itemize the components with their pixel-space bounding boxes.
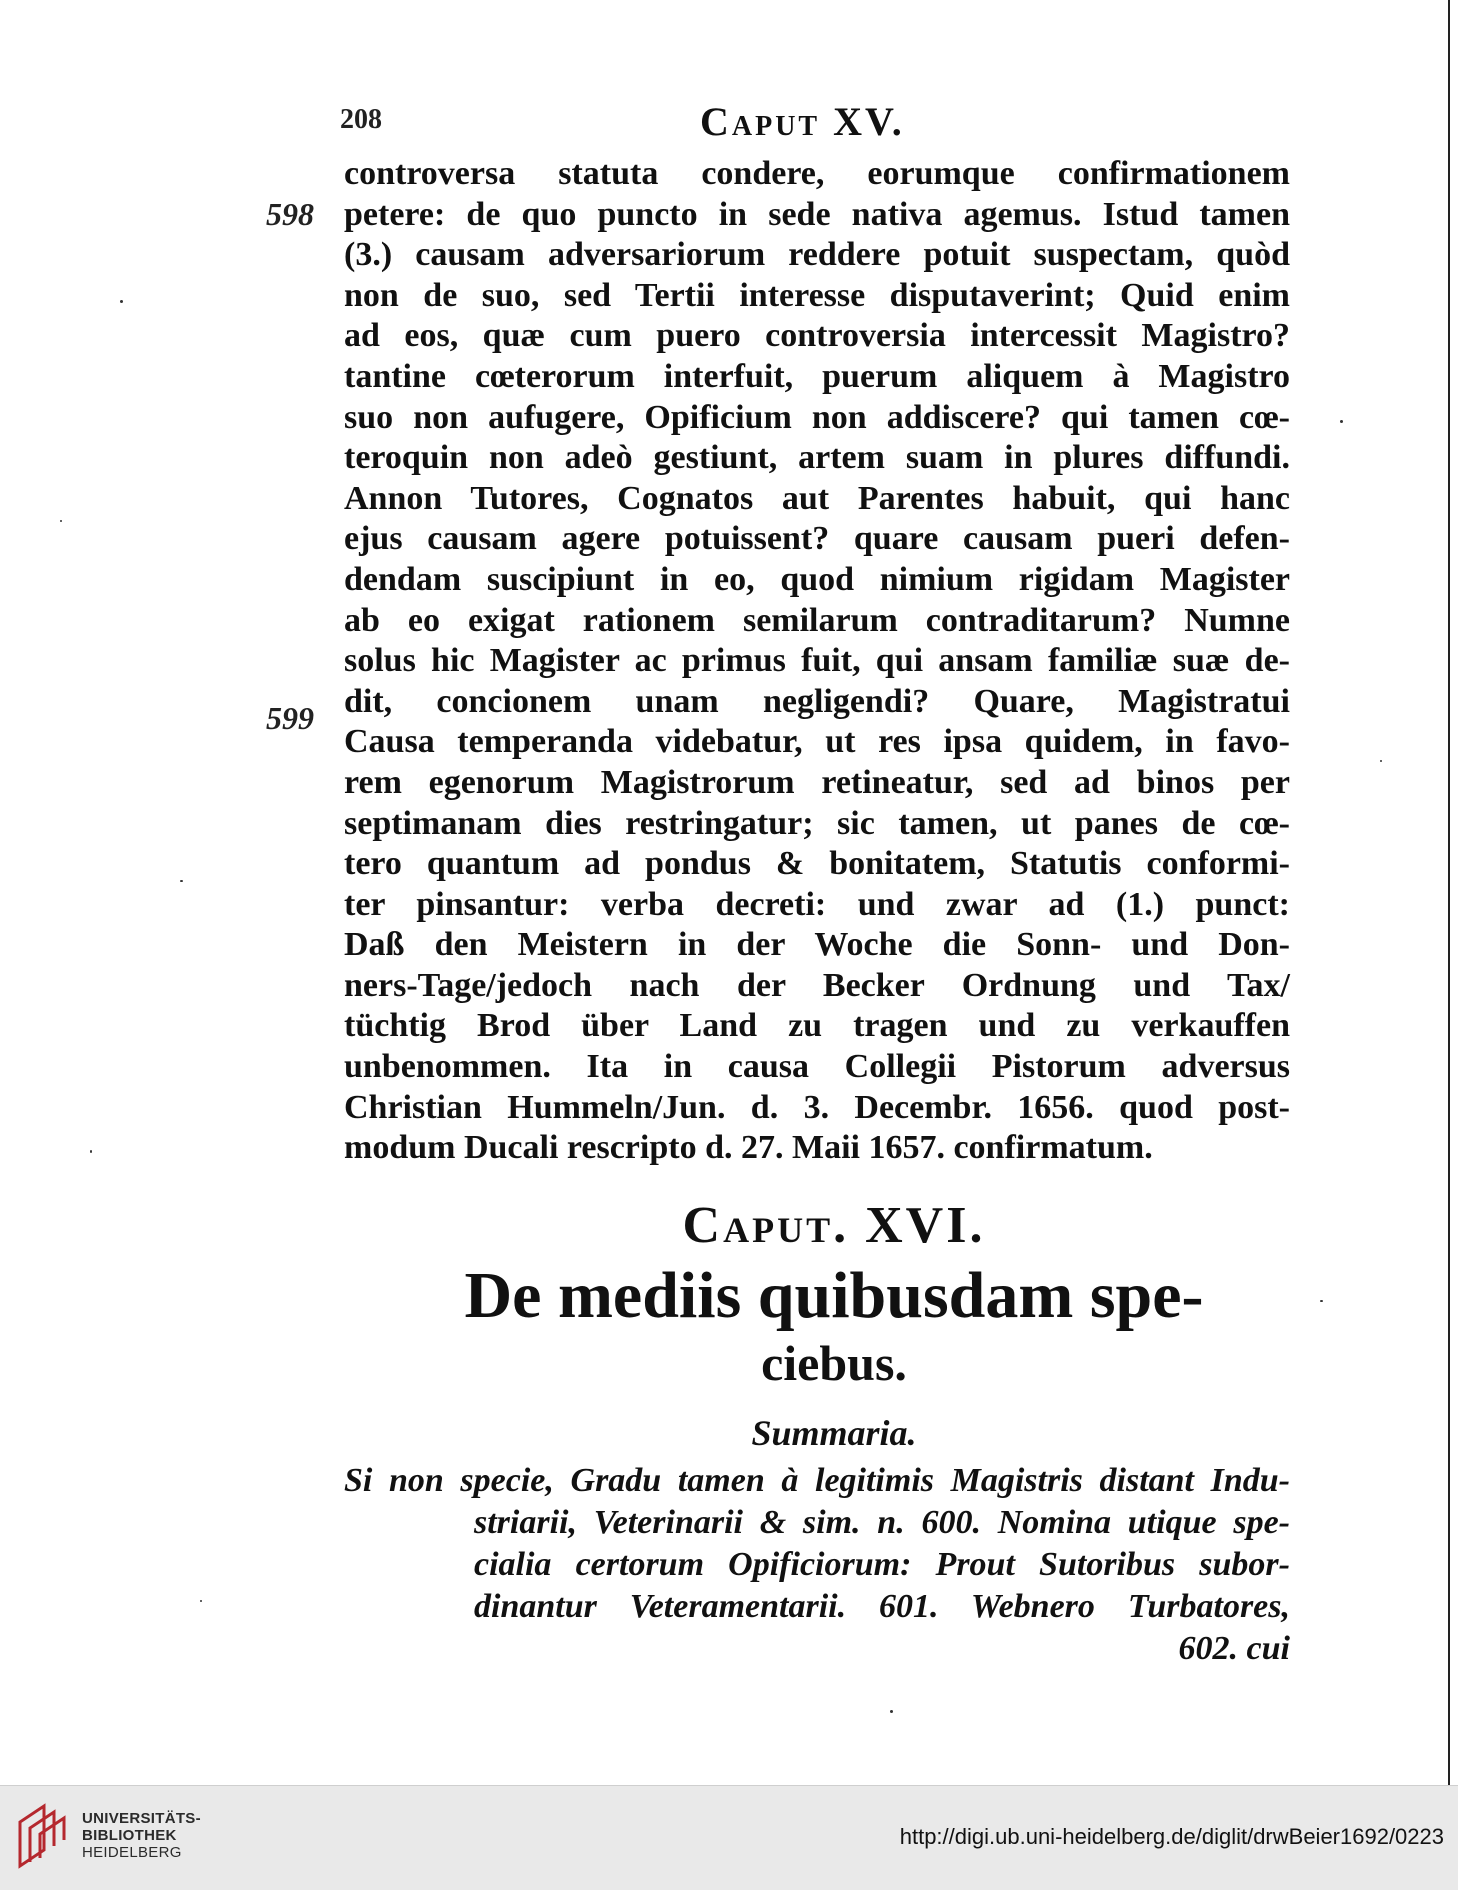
viewer-footer	[0, 1785, 1458, 1890]
body-line: ad eos, quæ cum puero controversia intercessit Magistro?	[344, 317, 1290, 355]
summaria-line: 602. cui	[1178, 1630, 1290, 1667]
summaria-line: dinantur Veteramentarii. 601. Webnero Turbatores,	[474, 1588, 1290, 1625]
body-text	[344, 154, 1290, 1169]
summaria-heading: Summaria.	[751, 1413, 917, 1453]
body-line: controversa statuta condere, eorumque confirmationem	[344, 155, 1290, 192]
scan-speck	[120, 300, 123, 303]
scan-speck	[200, 1600, 202, 1602]
university-library-name	[82, 1810, 201, 1861]
logo-line-3: HEIDELBERG	[82, 1844, 182, 1861]
body-line: suo non aufugere, Opificium non addiscere? qui tamen cœ-	[344, 398, 1290, 436]
scan-speck	[1320, 1300, 1323, 1302]
university-library-logo-icon[interactable]	[14, 1800, 72, 1870]
scan-edge	[1448, 0, 1450, 1785]
body-line: non de suo, sed Tertii interesse disputaverint; Quid enim	[344, 276, 1290, 314]
scan-speck	[1340, 420, 1343, 423]
margin-number-599: 599	[266, 700, 314, 736]
logo-line-1: UNIVERSITÄTS-	[82, 1810, 201, 1827]
body-line: solus hic Magister ac primus fuit, qui ansam familiæ suæ de-	[344, 642, 1290, 680]
chapter-title: Caput. XVI.	[682, 1197, 986, 1254]
summaria-line: striarii, Veterinarii & sim. n. 600. Nomina utique spe-	[474, 1504, 1290, 1541]
body-line: teroquin non adeò gestiunt, artem suam in plures diffundi.	[344, 439, 1290, 477]
body-line: ners-Tage/jedoch nach der Becker Ordnung und Tax/	[344, 966, 1290, 1004]
summaria-line: cialia certorum Opificiorum: Prout Sutoribus subor-	[474, 1546, 1290, 1583]
body-line: petere: de quo puncto in sede nativa agemus. Istud tamen	[344, 195, 1290, 233]
body-line: Daß den Meistern in der Woche die Sonn- und Don-	[344, 926, 1290, 964]
body-line: Causa temperanda videbatur, ut res ipsa quidem, in favo-	[344, 723, 1290, 761]
scan-speck	[1380, 760, 1382, 762]
scan-speck	[180, 880, 183, 882]
summaria-text	[344, 1460, 1290, 1670]
page-number: 208	[340, 104, 382, 135]
chapter-subtitle-line2: ciebus.	[761, 1335, 907, 1391]
running-head: Caput XV.	[700, 99, 905, 144]
permalink-url[interactable]: http://digi.ub.uni-heidelberg.de/diglit/drwBeier1692/0223	[899, 1824, 1444, 1849]
body-line: dit, concionem unam negligendi? Quare, Magistratui	[344, 682, 1290, 720]
body-line: rem egenorum Magistrorum retineatur, sed ad binos per	[344, 763, 1290, 801]
body-line: modum Ducali rescripto d. 27. Maii 1657. confirmatum.	[344, 1129, 1153, 1167]
scan-speck	[890, 1710, 893, 1713]
body-line: (3.) causam adversariorum reddere potuit suspectam, quòd	[344, 236, 1290, 274]
body-line: Christian Hummeln/Jun. d. 3. Decembr. 1656. quod post-	[344, 1088, 1290, 1126]
margin-number-598: 598	[266, 196, 314, 232]
body-line: tero quantum ad pondus & bonitatem, Statutis conformi-	[344, 845, 1290, 883]
body-line: dendam suscipiunt in eo, quod nimium rigidam Magister	[344, 560, 1290, 598]
body-line: ter pinsantur: verba decreti: und zwar ad (1.) punct:	[344, 885, 1290, 923]
scan-speck	[60, 520, 62, 522]
logo-line-2: BIBLIOTHEK	[82, 1827, 177, 1844]
page-header	[340, 98, 1290, 148]
body-line: ejus causam agere potuissent? quare causam pueri defen-	[344, 520, 1290, 558]
body-line: ab eo exigat rationem semilarum contraditarum? Numne	[344, 601, 1290, 639]
body-line: Annon Tutores, Cognatos aut Parentes habuit, qui hanc	[344, 479, 1290, 517]
chapter-subtitle-line1: De mediis quibusdam spe-	[464, 1259, 1204, 1332]
body-line: unbenommen. Ita in causa Collegii Pistorum adversus	[344, 1048, 1290, 1086]
scan-speck	[90, 1150, 92, 1153]
body-line: tüchtig Brod über Land zu tragen und zu verkauffen	[344, 1007, 1290, 1045]
summaria-line: Si non specie, Gradu tamen à legitimis Magistris distant Indu-	[344, 1462, 1290, 1499]
body-line: tantine cœterorum interfuit, puerum aliquem à Magistro	[344, 357, 1290, 395]
body-line: septimanam dies restringatur; sic tamen, ut panes de cœ-	[344, 804, 1290, 842]
